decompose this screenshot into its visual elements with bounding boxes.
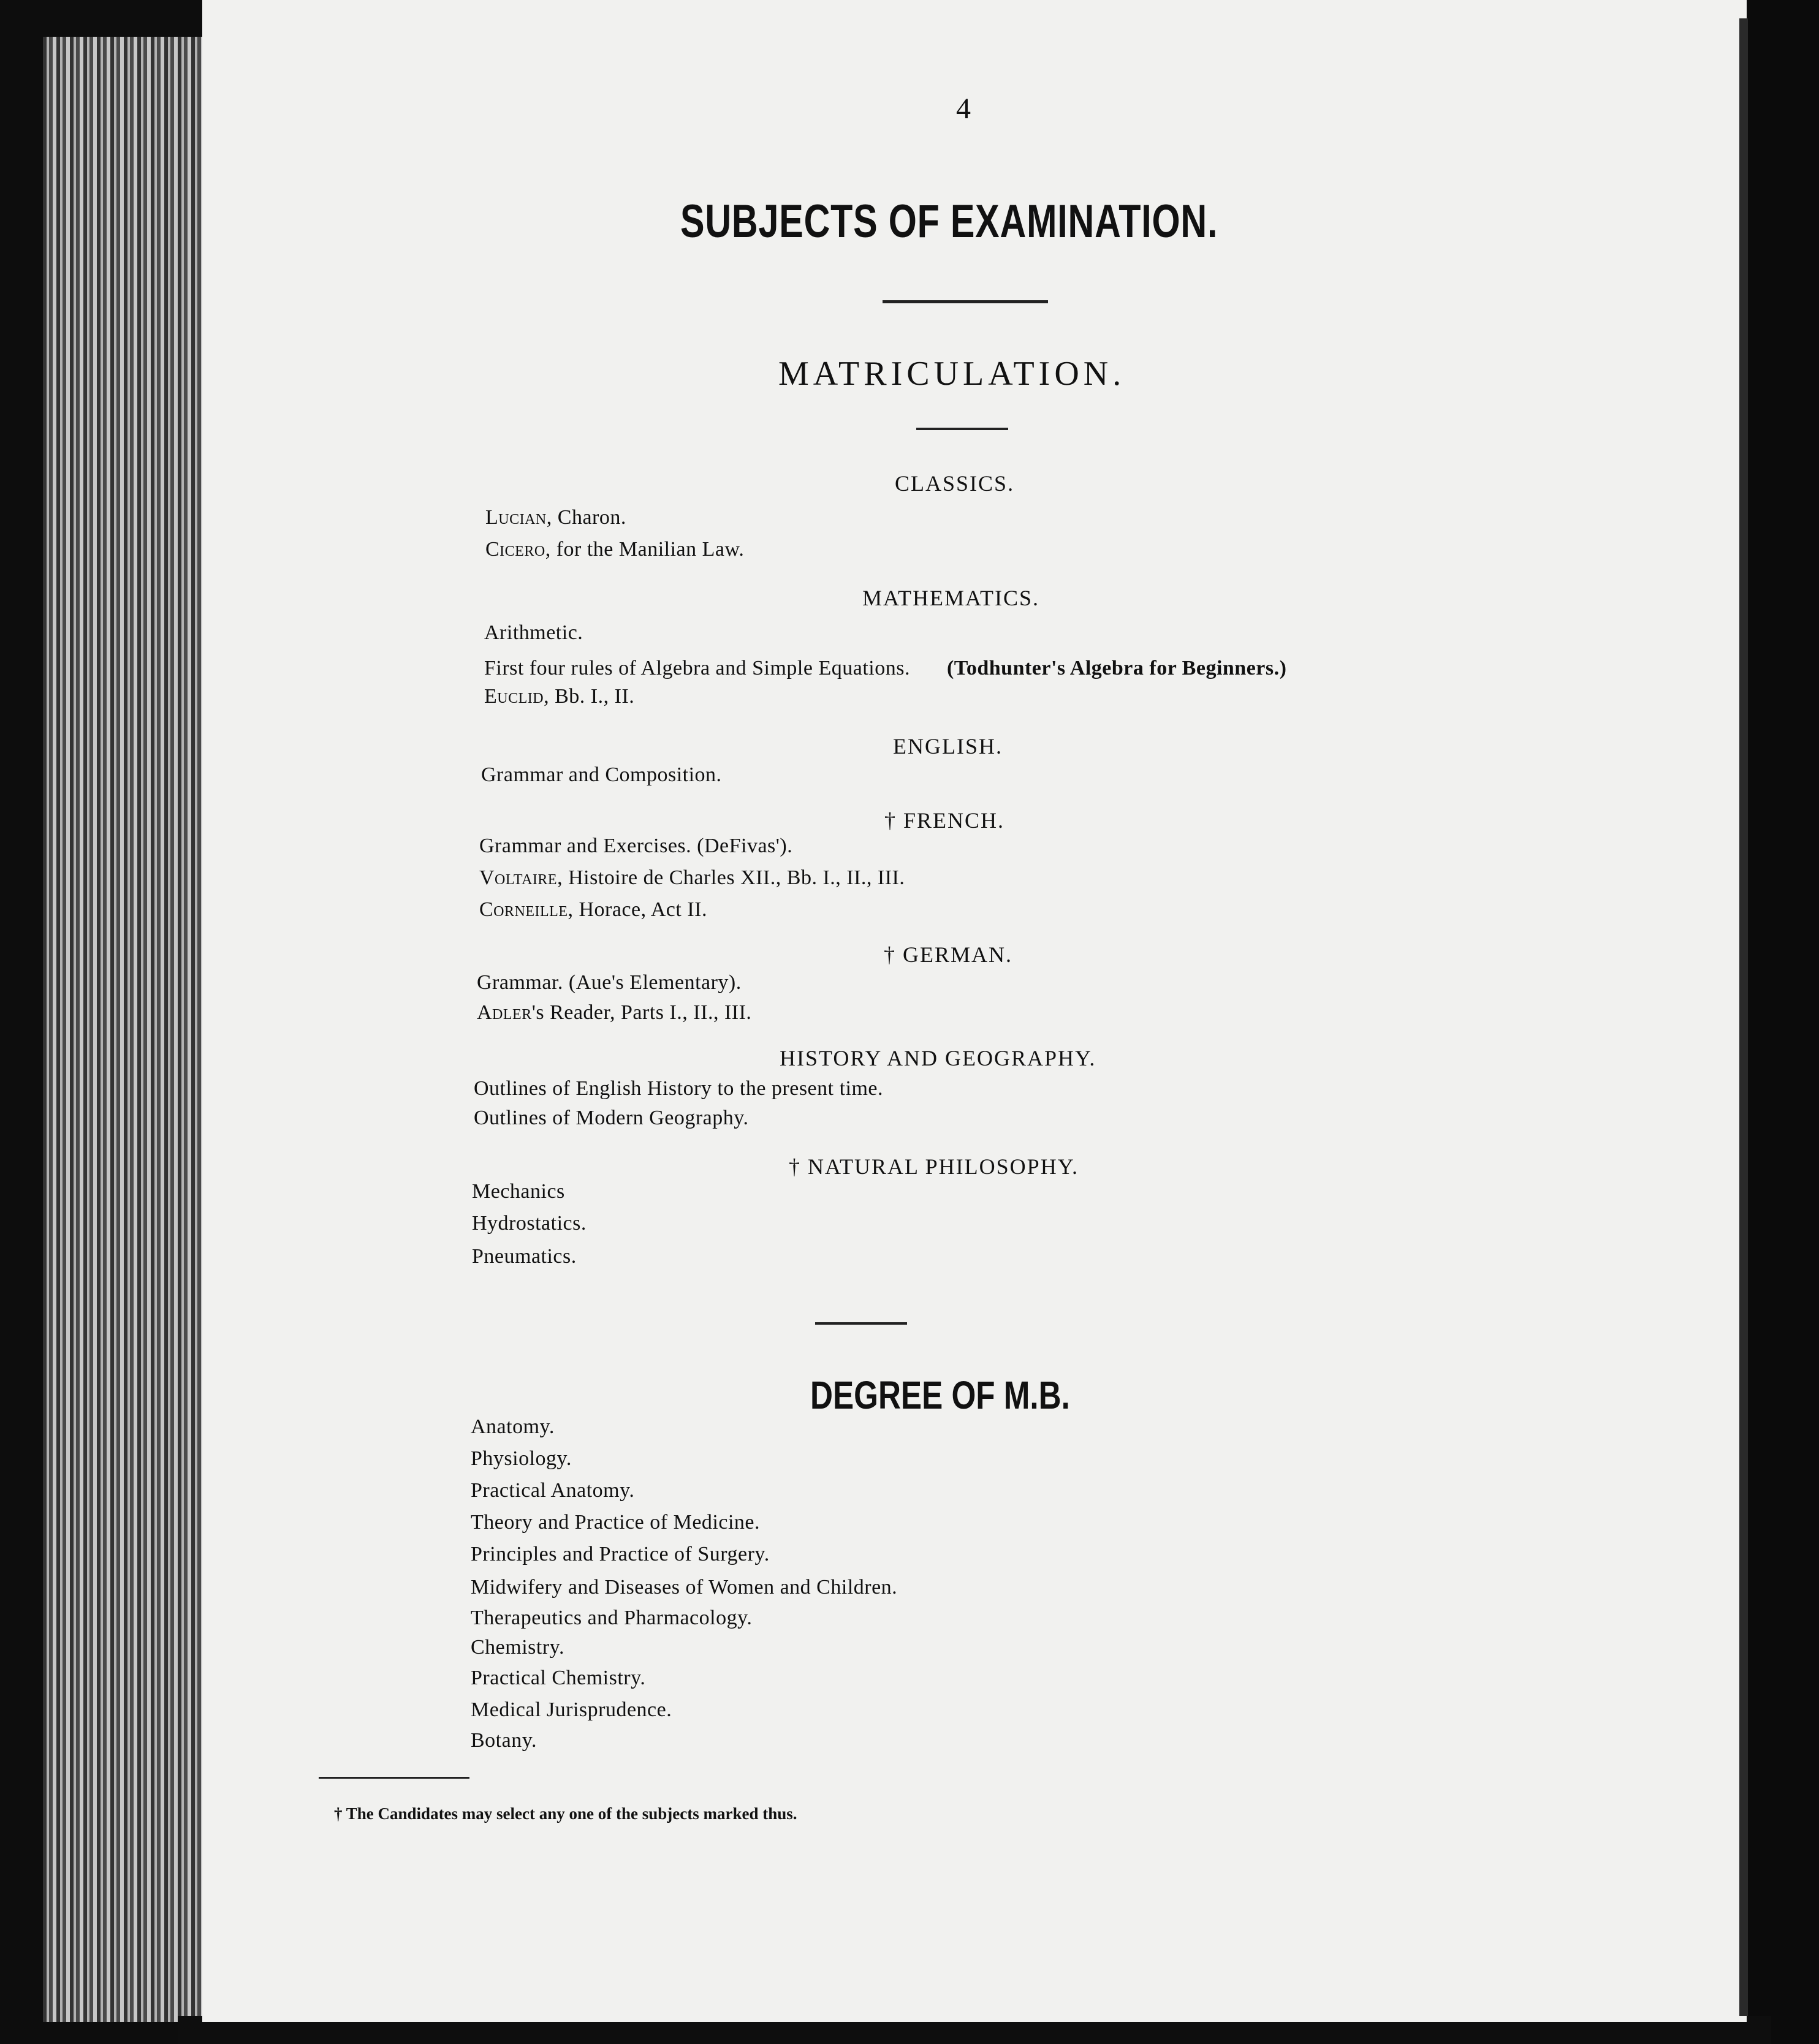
french-heading: † FRENCH. — [884, 808, 1005, 833]
section-rule — [815, 1322, 907, 1325]
french-item: Voltaire, Histoire de Charles XII., Bb. I., II., III. — [479, 866, 905, 889]
german-item: Adler's Reader, Parts I., II., III. — [477, 1001, 752, 1024]
page-number: 4 — [956, 93, 971, 125]
classics-heading: CLASSICS. — [895, 471, 1015, 496]
degree-item: Botany. — [471, 1729, 537, 1752]
french-item: Corneille, Horace, Act II. — [479, 898, 707, 921]
right-margin-shadow — [1747, 0, 1819, 2044]
french-item: Grammar and Exercises. (DeFivas'). — [479, 835, 793, 857]
history-heading: HISTORY AND GEOGRAPHY. — [780, 1046, 1096, 1070]
german-item: Grammar. (Aue's Elementary). — [477, 971, 742, 994]
footnote-rule — [319, 1777, 469, 1779]
natural-philosophy-item: Hydrostatics. — [472, 1212, 587, 1235]
degree-item: Principles and Practice of Surgery. — [471, 1543, 770, 1565]
classics-item: Lucian, Charon. — [485, 506, 626, 529]
degree-item: Theory and Practice of Medicine. — [471, 1511, 760, 1534]
english-heading: ENGLISH. — [893, 734, 1003, 759]
stacked-page-edges — [43, 37, 202, 2022]
english-item: Grammar and Composition. — [481, 763, 722, 786]
title-rule — [883, 300, 1048, 303]
degree-item: Practical Chemistry. — [471, 1667, 646, 1689]
degree-item: Medical Jurisprudence. — [471, 1698, 672, 1721]
classics-item: Cicero, for the Manilian Law. — [485, 538, 745, 561]
footnote: † The Candidates may select any one of the subjects marked thus. — [334, 1804, 797, 1823]
degree-item: Therapeutics and Pharmacology. — [471, 1607, 753, 1629]
degree-item: Anatomy. — [471, 1415, 555, 1438]
mathematics-heading: MATHEMATICS. — [862, 586, 1040, 610]
degree-item: Midwifery and Diseases of Women and Children. — [471, 1576, 898, 1599]
page-title: SUBJECTS OF EXAMINATION. — [680, 195, 1218, 248]
degree-item: Practical Anatomy. — [471, 1479, 635, 1502]
page-fold-line — [1739, 18, 1748, 2016]
mathematics-item: First four rules of Algebra and Simple Equations. (Todhunter's Algebra for Beginners.) — [484, 657, 1287, 679]
degree-item: Chemistry. — [471, 1636, 564, 1659]
german-heading: † GERMAN. — [884, 942, 1013, 967]
degree-title: DEGREE OF M.B. — [810, 1373, 1070, 1417]
matriculation-title: MATRICULATION. — [778, 355, 1126, 393]
degree-item: Physiology. — [471, 1447, 572, 1470]
history-item: Outlines of Modern Geography. — [474, 1107, 749, 1129]
natural-philosophy-heading: † NATURAL PHILOSOPHY. — [789, 1154, 1079, 1179]
natural-philosophy-item: Mechanics — [472, 1180, 565, 1203]
history-item: Outlines of English History to the present time. — [474, 1077, 884, 1100]
mathematics-item: Euclid, Bb. I., II. — [484, 685, 635, 708]
matriculation-rule — [916, 428, 1008, 430]
mathematics-item: Arithmetic. — [484, 621, 583, 644]
natural-philosophy-item: Pneumatics. — [472, 1245, 577, 1268]
document-page — [202, 0, 1747, 2022]
